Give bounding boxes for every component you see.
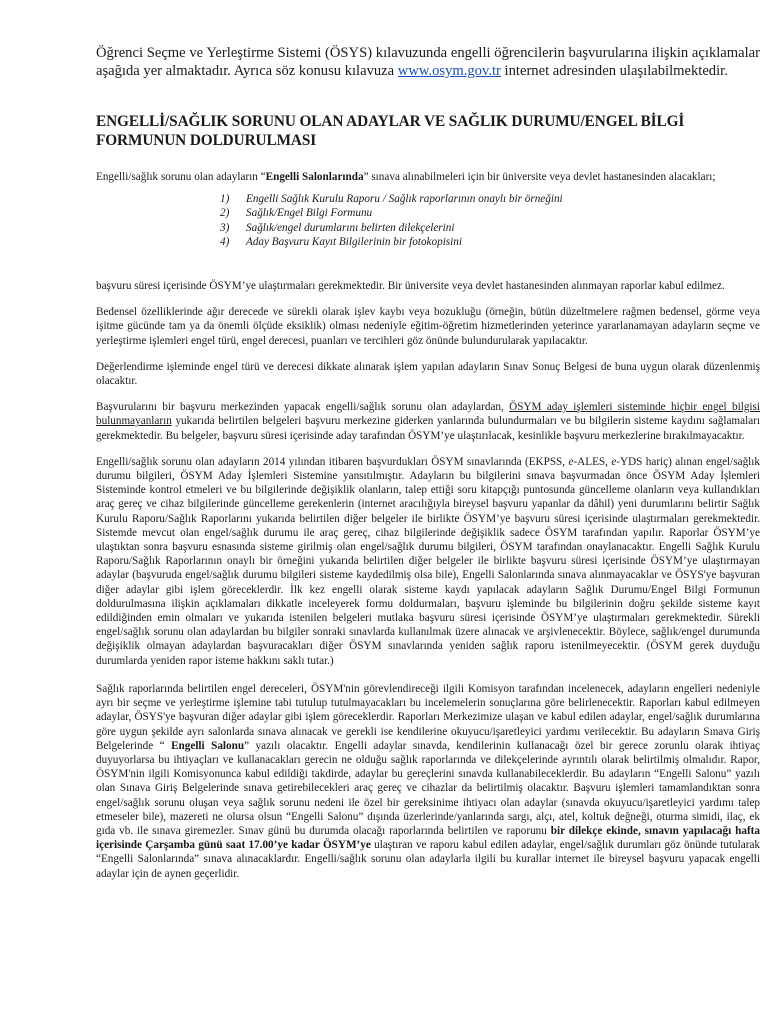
intro-paragraph: [96, 44, 760, 80]
list-text: Engelli Sağlık Kurulu Raporu / Sağlık raporlarının onaylı bir örneğini: [246, 193, 563, 206]
list-item: [220, 206, 760, 220]
paragraph-commission-review: [96, 682, 760, 881]
document-page: [96, 44, 760, 881]
text: -YDS hariç) alınan engel/sağlık durumu bilgileri, ÖSYM Aday İşlemleri Sistemine yansıtılmıştır. Adayların bu bilgilerini sınava başvurmadan önce ÖSYM Aday İşlemleri Sisteminde kontrol etmeleri ve bu bilgilerinde değişiklik olanların, talep ettiği soru kitapçığı puntosunda güncelleme olanların veya kullandıkları araç gereç ve cihaz bilgilerinde güncelleme gerekenlerin (internet aracılığıyla bireysel başvuru yapanlar da dâhil) yeni durumlarını belirtir Sağlık Kurulu Raporu/Sağlık Raporlarını yukarıda belirtilen diğer belgeler ile birlikte ÖSYM’ye başvuru süresi içerisinde ulaştırmaları gerekmektedir. Sistemde mevcut olan engel/sağlık durumu ile araç gereç, cihaz bilgilerinde değişiklik sadece ÖSYM tarafından yapılır. Raporlar ÖSYM’ye ulaştıktan sonra başvuru esnasında sisteme girilmiş olan engel/sağlık durumu bilgileri, ÖSYM tarafından onaylanacaktır. Engelli Sağlık Kurulu Raporu/Sağlık Raporlarının onaylı bir örneğini yukarıda belirtilen diğer belgeler ile birlikte başvuru süresi içerisinde ÖSYM’ye ulaştırmayan adaylar (başvuruda engel/sağlık durumu bilgileri sisteme kaydedilmiş olsa bile), Engelli Salonlarında sınava alınmayacaklar ve ÖSYS'ye başvuran diğer adaylar gibi işlem göreceklerdir. İlk kez engelli olarak sisteme kaydı yapılacak adayların Sağlık Durumu/Engel Bilgi Formunun doldurulmasına ilişkin açıklamaları dikkatle inceleyerek formu doldurmaları, başvuru işleminde bu bilgilerinin doğru şekilde sisteme kayıt edildiğinden emin olmaları ve yukarıda istenilen belgeleri mutlaka başvuru süresi içerisinde ÖSYM’ye ulaştırmaları gerekmektedir. Sürekli engel/sağlık sorunu olan adaylardan bu bilgiler sonraki sınavlarda kullanılmak üzere alınacak ve arşivlenecektir. Böylece, sağlık/engel durumunda değişiklik olmayan adaylardan başvuracakları diğer ÖSYM sınavlarında yeniden sağlık raporu istenilmeyecektir. (ÖSYM gerek duyduğu durumlarda yeniden rapor isteme hakkını saklı tutar.): [96, 455, 760, 667]
paragraph-salon-requirements: [96, 170, 760, 184]
osym-website-link[interactable]: www.osym.gov.tr: [397, 63, 501, 79]
paragraph-disability-definition: Bedensel özelliklerinde ağır derecede ve sürekli olarak işlev kaybı veya bozukluğu (örneğin, bütün düzeltmelere rağmen bedensel, görme veya işitme gücünde tam ya da önemli ölçüde eksiklik) olması nedeniyle eğitim-öğretim hizmetlerinden yeterince yararlanamayan adayların seçme ve yerleştirme işlemleri engel türü, engel derecesi, puanları ve tercihleri göz önünde bulundurularak yapılacaktır.: [96, 306, 760, 347]
intro-text-end: internet adresinden ulaşılabilmektedir.: [500, 63, 728, 79]
bold-engelli-salonu: Engelli Salonu: [171, 739, 245, 752]
paragraph-application-center: [96, 400, 760, 443]
underlined-text: ÖSYM aday işlemleri sisteminde hiçbir engel bilgisi bulunmayanların: [96, 401, 760, 428]
bold-deadline: bir dilekçe ekinde, sınavın yapılacağı hafta içerisinde Çarşamba günü saat 17.00’ye kadar ÖSYM’ye: [96, 824, 760, 852]
paragraph-submission-deadline: başvuru süresi içerisinde ÖSYM’ye ulaştırmaları gerekmektedir. Bir üniversite veya devlet hastanesinden alınmayan raporlar kabul edilmez.: [96, 280, 725, 293]
list-item: [220, 235, 760, 249]
bold-engelli-salonlarinda: Engelli Salonlarında: [265, 171, 364, 183]
italic-e: e: [568, 455, 574, 468]
list-number: 2): [220, 207, 230, 220]
required-documents-list: [96, 192, 760, 249]
list-item: [220, 192, 760, 206]
text: ” yazılı olacaktır. Engelli adaylar sınavda, kendilerinin kullanacağı özel bir gerece zorunlu olarak ihtiyaç duyuyorlarsa bu ihtiyaçları ve kullanacakları gerecin ne olduğu sağlık raporlarında ve dilekçelerinde ayrıntılı olarak belirtilmiş olmalıdır. Rapor, ÖSYM'nin ilgili Komisyonunca kabul edildiği takdirde, adaylar bu gereçlerini sınavda kullanabileceklerdir. Bu adayların “Engelli Salonu” yazılı olan Sınava Giriş Belgelerinde sınava getirebilecekleri araç gereç ve cihazlar da belirtilmiş olacaktır. Başvuru işlemleri tamamlandıktan sonra engel/sağlık sorunu oluşan veya sağlık sorunu nedeni ile özel bir gereksinime ihtiyacı olan adaylar (sınavda okuyucu/işaretleyici yardımı talep etmeseler bile), mazereti ne olursa olsun “Engelli Salonu” dışında üzerlerinde/yanlarında sargı, alçı, atel, koltuk değneği, oturma simidi, ilaç, ek gıda vb. ile sınava giremezler. Sınav günü bu durumda olacağı raporlarında belirtilen ve raporunu: [96, 739, 761, 837]
text: ” sınava alınabilmeleri için bir üniversite veya devlet hastanesinden alacakları;: [363, 171, 716, 183]
text: ulaştıran ve raporu kabul edilen adaylar, engel/sağlık durumları göz önünde tutularak “Engelli Salonlarında” sınava alınacaklardır. Engelli/sağlık sorunu olan adaylarla ilgili bu kurallar internet ile bireysel başvuru yapacak engelli adaylar için de aynen geçerlidir.: [96, 839, 761, 880]
text: Sağlık raporlarında belirtilen engel dereceleri, ÖSYM'nin görevlendireceği ilgili Komisyon tarafından incelenecek, adayların engelleri nedeniyle ayrı bir seçme ve yerleştirme işlemine tabi tutulup tutulmayacakları bu incelemelerin sonuçlarına göre belirlenecektir. Raporları kabul edilmeyen adaylar, ÖSYS'ye başvuran diğer adaylar gibi işlem göreceklerdir. Raporları Merkezimize ulaşan ve kabul edilen adaylar, engel/sağlık durumlarına göre uygun şekilde ayrı salonlarda sınava alınacak ve gerekli ise kendilerine okuyucu/işaretleyici yardımı verilecektir. Bu adayların Sınava Giriş Belgelerinde “: [96, 682, 760, 752]
list-text: Sağlık/engel durumlarını belirten dilekçelerini: [246, 221, 455, 234]
paragraph-records-update: [96, 455, 760, 668]
text: Engelli/sağlık sorunu olan adayların “: [96, 171, 266, 183]
text: Engelli/sağlık sorunu olan adayların 2014 yılından itibaren başvurdukları ÖSYM sınavlarında (EKPSS,: [96, 455, 569, 468]
paragraph-result-document: Değerlendirme işleminde engel türü ve derecesi dikkate alınarak işlem yapılan adayların Sınav Sonuç Belgesi de buna uygun olarak düzenlenmiş olacaktır.: [96, 360, 760, 388]
text: yukarıda belirtilen belgeleri başvuru merkezine giderken yanlarında bulundurmaları ve bu bilgilerin sisteme kaydını sağlamaları gerekmektedir. Bu belgeler, başvuru süresi içerisinde aday tarafından ÖSYM’ye ulaştırılacak, kesinlikle başvuru merkezlerine bırakılmayacaktır.: [96, 415, 760, 442]
section-heading: ENGELLİ/SAĞLIK SORUNU OLAN ADAYLAR VE SAĞLIK DURUMU/ENGEL BİLGİ FORMUNUN DOLDURULMASI: [96, 113, 685, 149]
text: -ALES,: [573, 455, 612, 468]
list-text: Sağlık/Engel Bilgi Formunu: [246, 207, 373, 220]
list-number: 4): [220, 235, 230, 248]
text: Başvurularını bir başvuru merkezinden yapacak engelli/sağlık sorunu olan adaylardan,: [96, 401, 510, 414]
intro-text: Öğrenci Seçme ve Yerleştirme Sistemi (ÖSYS) kılavuzunda engelli öğrencilerin başvurularına ilişkin açıklamalar aşağıda yer almaktadır. Ayrıca söz konusu kılavuza: [96, 45, 760, 79]
italic-e: e: [611, 455, 617, 468]
list-text: Aday Başvuru Kayıt Bilgilerinin bir fotokopisini: [246, 235, 462, 248]
list-number: 1): [220, 193, 230, 206]
list-number: 3): [220, 221, 230, 234]
list-item: [220, 221, 760, 235]
